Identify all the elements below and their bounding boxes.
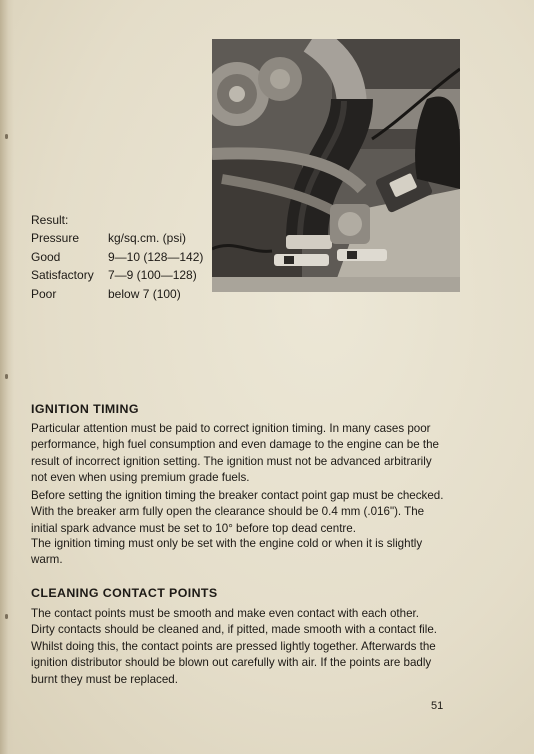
cleaning-contact-points-paragraph: The contact points must be smooth and make even contact with each other. Dirty contacts should be cleaned and, if pitted, made smooth with a contact file. Whilst doing this, the contact points are pressed lightly together. Afterwards the ignition distributor should be blown out carefully with air. If the points are badly burnt they must be replaced. <box>31 607 438 686</box>
result-value: 7—9 (100—128) <box>108 268 197 283</box>
result-row <box>31 285 203 303</box>
result-row <box>31 266 203 284</box>
result-row <box>31 229 203 247</box>
ignition-timing-paragraph: Particular attention must be paid to correct ignition timing. In many cases poor performance, high fuel consumption and even damage to the engine can be the result of incorrect ignition setting. The ignition must not be advanced arbitrarily not even when using premium grade fuels. <box>31 422 439 485</box>
result-value: below 7 (100) <box>108 286 181 301</box>
result-value: kg/sq.cm. (psi) <box>108 231 187 246</box>
result-label: Poor <box>31 286 57 301</box>
result-value: 9—10 (128—142) <box>108 249 204 264</box>
result-label: Satisfactory <box>31 268 94 283</box>
result-row <box>31 248 203 266</box>
binding-hole <box>5 614 8 619</box>
result-table <box>31 211 203 303</box>
ignition-timing-paragraph: Before setting the ignition timing the breaker contact point gap must be checked. With the breaker arm fully open the clearance should be 0.4 mm (.016"). The initial spark advance must be set to 10° before top dead centre. <box>31 489 444 535</box>
binding-hole <box>5 374 8 379</box>
result-title: Result: <box>31 213 69 227</box>
result-label: Pressure <box>31 231 80 246</box>
result-label: Good <box>31 249 61 264</box>
ignition-timing-paragraph: The ignition timing must only be set with the engine cold or when it is slightly warm. <box>31 537 423 567</box>
page-number: 51 <box>431 700 444 712</box>
engine-photo-illustration <box>212 39 460 292</box>
binding-hole <box>5 134 8 139</box>
cleaning-contact-points-heading: CLEANING CONTACT POINTS <box>31 586 218 600</box>
ignition-timing-heading: IGNITION TIMING <box>31 402 139 416</box>
engine-photo <box>212 39 460 292</box>
